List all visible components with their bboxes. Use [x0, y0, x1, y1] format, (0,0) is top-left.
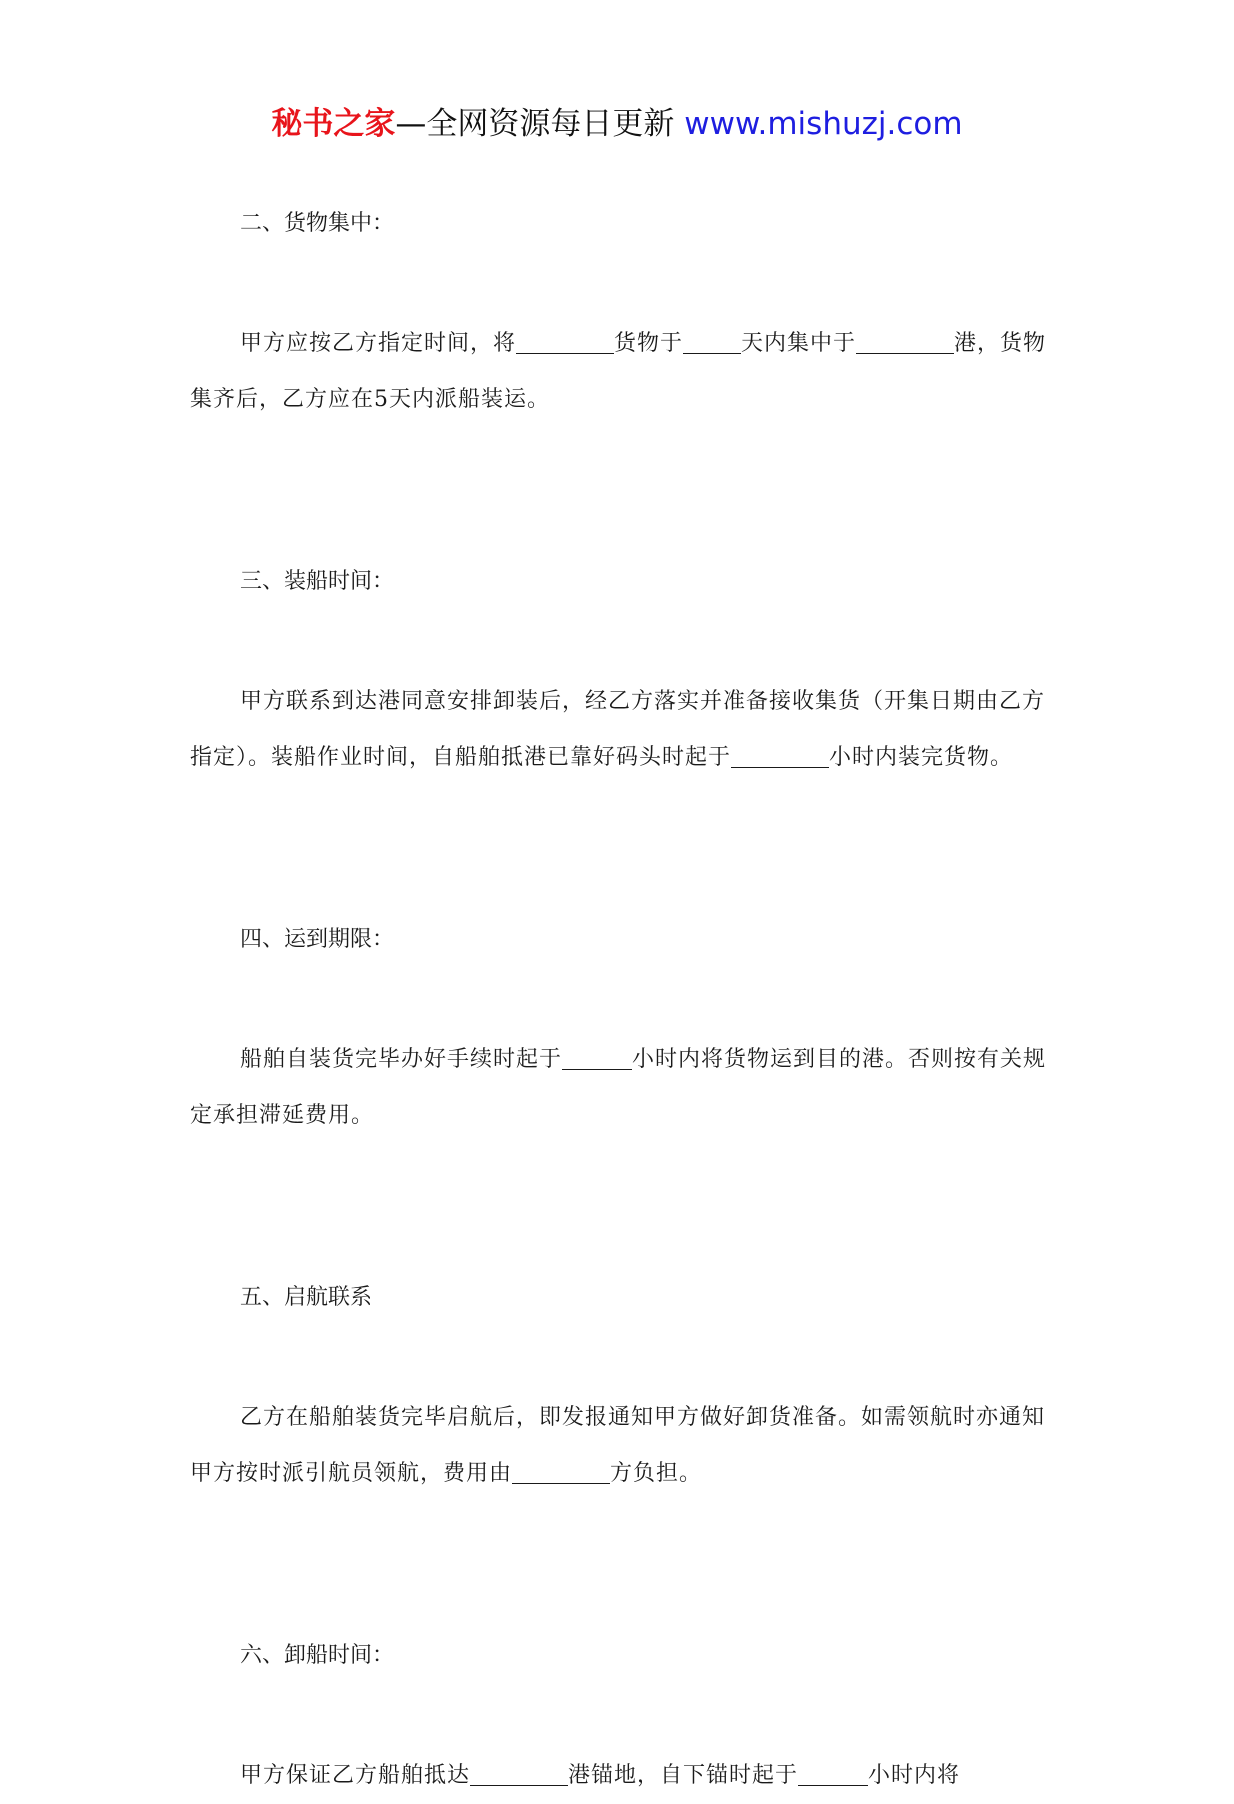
section-heading-loading-time: 三、装船时间： — [240, 569, 395, 594]
text-segment: 天内集中于 — [741, 331, 857, 356]
paragraph-departure-contact — [190, 1390, 1050, 1502]
fill-in-blank[interactable] — [470, 1759, 568, 1786]
fill-in-blank[interactable] — [516, 327, 614, 354]
site-banner — [0, 100, 1234, 148]
fill-in-blank[interactable] — [562, 1043, 632, 1070]
paragraph-unloading-time — [190, 1748, 1050, 1804]
paragraph-delivery-deadline — [190, 1032, 1050, 1144]
fill-in-blank[interactable] — [798, 1759, 868, 1786]
fill-in-blank[interactable] — [683, 327, 741, 354]
document-body — [190, 196, 1050, 1804]
text-segment: 小时内将货物运到目的港。否则按有关规定承担滞延费用。 — [190, 1047, 1047, 1128]
section-heading-delivery-deadline: 四、运到期限： — [240, 927, 395, 952]
paragraph-goods-collection — [190, 316, 1050, 428]
text-segment: 小时内装完货物。 — [829, 745, 1014, 770]
text-segment: 乙方在船舶装货完毕启航后，即发报通知甲方做好卸货准备。如需领航时亦通知甲方按时派引航员领航，费用由 — [190, 1405, 1046, 1486]
text-segment: 小时内将 — [868, 1763, 961, 1788]
site-url[interactable]: www.mishuzj.com — [684, 106, 963, 142]
text-segment: 货物于 — [614, 331, 684, 356]
text-segment: 方负担。 — [610, 1461, 703, 1486]
paragraph-loading-time — [190, 674, 1050, 786]
text-segment: 甲方应按乙方指定时间，将 — [240, 331, 517, 356]
fill-in-blank[interactable] — [731, 741, 829, 768]
text-segment: 甲方联系到达港同意安排卸装后，经乙方落实并准备接收集货（开集日期由乙方指定）。装船作业时间，自船舶抵港已靠好码头时起于 — [190, 689, 1046, 770]
brand-name: 秘书之家 — [271, 106, 396, 142]
text-segment: 港，货物集齐后，乙方应在5天内派船装运。 — [190, 331, 1047, 412]
fill-in-blank[interactable] — [512, 1457, 610, 1484]
section-heading-unloading-time: 六、卸船时间： — [240, 1643, 395, 1668]
text-segment: 港锚地，自下锚时起于 — [568, 1763, 799, 1788]
text-segment: 船舶自装货完毕办好手续时起于 — [240, 1047, 563, 1072]
fill-in-blank[interactable] — [856, 327, 954, 354]
section-heading-departure-contact: 五、启航联系 — [240, 1285, 373, 1310]
banner-slogan: —全网资源每日更新 — [395, 106, 685, 142]
text-segment: 甲方保证乙方船舶抵达 — [240, 1763, 471, 1788]
section-heading-goods-collection: 二、货物集中： — [240, 211, 395, 236]
